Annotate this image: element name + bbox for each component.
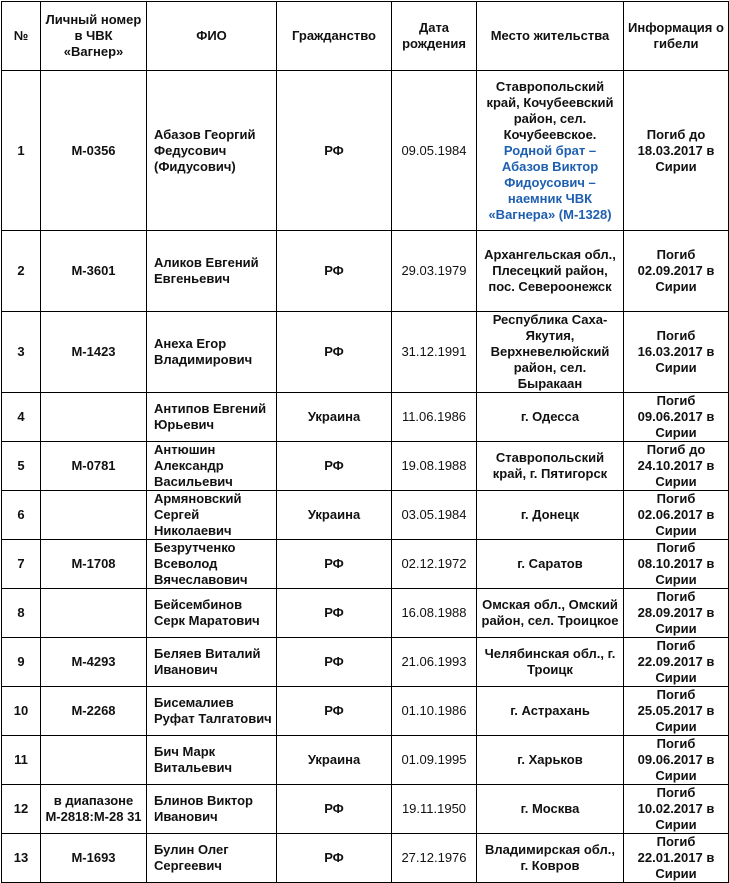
- death-info-cell: [624, 638, 729, 687]
- citizenship-text: РФ: [324, 703, 344, 718]
- citizenship-text: РФ: [324, 556, 344, 571]
- residence-text: Ставропольский край, г. Пятигорск: [492, 450, 608, 481]
- citizenship-cell: [277, 785, 392, 834]
- birth-date-cell: [392, 312, 477, 393]
- birth-date-cell: [392, 785, 477, 834]
- row-number-text: 1: [17, 142, 25, 158]
- full-name-text: Булин Олег Сергеевич: [154, 842, 229, 873]
- personal-number-cell: [41, 312, 147, 393]
- personal-number-cell: [41, 785, 147, 834]
- personal-number-text: М-3601: [71, 263, 116, 278]
- row-number-cell: [2, 736, 41, 785]
- death-info-cell: [624, 71, 729, 231]
- row-number-text: 6: [17, 507, 25, 522]
- citizenship-cell: [277, 442, 392, 491]
- row-number-cell: [2, 589, 41, 638]
- residence-text: г. Москва: [520, 801, 580, 816]
- birth-date-text: 29.03.1979: [401, 263, 467, 278]
- residence-text: г. Донецк: [520, 507, 580, 522]
- death-info-cell: [624, 491, 729, 540]
- birth-date-text: 19.08.1988: [401, 458, 467, 473]
- personal-number-text: в диапазоне М-2818:М-28 31: [45, 793, 142, 824]
- full-name-text: Аликов Евгений Евгеньевич: [154, 255, 259, 286]
- row-number-cell: [2, 71, 41, 231]
- birth-date-text: 01.09.1995: [401, 752, 467, 767]
- full-name-text: Безрутченко Всеволод Вячеславович: [154, 540, 248, 587]
- table-row: [2, 540, 729, 589]
- personal-number-cell: [41, 540, 147, 589]
- residence-cell: [477, 687, 624, 736]
- death-info-cell: [624, 834, 729, 883]
- personal-number-cell: [41, 393, 147, 442]
- death-info-text: Погиб 02.06.2017 в Сирии: [637, 491, 715, 538]
- full-name-cell: [147, 71, 277, 231]
- full-name-cell: [147, 785, 277, 834]
- death-info-text: Погиб до 24.10.2017 в Сирии: [637, 442, 715, 489]
- row-number-text: 10: [13, 703, 29, 718]
- citizenship-text: РФ: [324, 344, 344, 359]
- personal-number-text: М-2268: [71, 703, 116, 718]
- birth-date-text: 16.08.1988: [401, 605, 467, 620]
- birth-date-text: 11.06.1986: [401, 409, 467, 424]
- residence-cell: [477, 71, 624, 231]
- residence-cell: [477, 540, 624, 589]
- row-number-cell: [2, 638, 41, 687]
- birth-date-text: 09.05.1984: [401, 142, 467, 158]
- personal-number-cell: [41, 231, 147, 312]
- residence-text: г. Одесса: [520, 409, 580, 424]
- citizenship-text: Украина: [307, 409, 361, 424]
- full-name-cell: [147, 491, 277, 540]
- residence-note: Родной брат – Абазов Виктор Фидоусович – наемник ЧВК «Вагнера» (М-1328): [488, 142, 612, 222]
- personal-number-text: М-1693: [71, 850, 116, 865]
- row-number-cell: [2, 442, 41, 491]
- death-info-text: Погиб 16.03.2017 в Сирии: [637, 328, 715, 375]
- table-row: [2, 312, 729, 393]
- full-name-cell: [147, 312, 277, 393]
- residence-text: Республика Саха-Якутия, Верхневелюйский район, сел. Быракаан: [490, 312, 610, 391]
- row-number-text: 9: [17, 654, 25, 669]
- birth-date-cell: [392, 71, 477, 231]
- table-body: [2, 71, 729, 883]
- row-number-cell: [2, 491, 41, 540]
- full-name-cell: [147, 231, 277, 312]
- citizenship-cell: [277, 687, 392, 736]
- header-residence: Место жительства: [477, 2, 624, 71]
- full-name-text: Антюшин Александр Васильевич: [154, 442, 233, 489]
- personal-number-cell: [41, 687, 147, 736]
- citizenship-cell: [277, 540, 392, 589]
- table-row: [2, 785, 729, 834]
- row-number-cell: [2, 834, 41, 883]
- full-name-text: Бич Марк Витальевич: [154, 744, 232, 775]
- personal-number-text: М-0781: [71, 458, 116, 473]
- death-info-text: Погиб 08.10.2017 в Сирии: [637, 540, 715, 587]
- table-row: [2, 442, 729, 491]
- death-info-cell: [624, 736, 729, 785]
- full-name-text: Антипов Евгений Юрьевич: [154, 401, 267, 432]
- citizenship-text: РФ: [324, 801, 344, 816]
- birth-date-text: 03.05.1984: [401, 507, 467, 522]
- birth-date-cell: [392, 736, 477, 785]
- birth-date-cell: [392, 687, 477, 736]
- row-number-text: 5: [17, 458, 25, 473]
- death-info-text: Погиб 09.06.2017 в Сирии: [637, 393, 715, 440]
- citizenship-text: РФ: [324, 263, 344, 278]
- death-info-text: Погиб до 18.03.2017 в Сирии: [637, 126, 715, 174]
- birth-date-text: 19.11.1950: [401, 801, 467, 816]
- residence-cell: [477, 589, 624, 638]
- residence-text: Челябинская обл., г. Троицк: [484, 646, 616, 677]
- row-number-cell: [2, 687, 41, 736]
- row-number-cell: [2, 540, 41, 589]
- death-info-text: Погиб 25.05.2017 в Сирии: [637, 687, 715, 734]
- full-name-cell: [147, 442, 277, 491]
- header-citizenship: Гражданство: [277, 2, 392, 71]
- birth-date-text: 27.12.1976: [401, 850, 467, 865]
- full-name-text: Бейсембинов Серк Маратович: [154, 597, 260, 628]
- citizenship-text: РФ: [324, 850, 344, 865]
- row-number-cell: [2, 393, 41, 442]
- full-name-cell: [147, 638, 277, 687]
- citizenship-text: РФ: [324, 654, 344, 669]
- citizenship-text: Украина: [307, 507, 361, 522]
- residence-cell: [477, 834, 624, 883]
- birth-date-text: 01.10.1986: [401, 703, 467, 718]
- full-name-cell: [147, 834, 277, 883]
- death-info-text: Погиб 09.06.2017 в Сирии: [637, 736, 715, 783]
- full-name-text: Абазов Георгий Федусович (Фидусович): [154, 126, 256, 174]
- row-number-text: 2: [17, 263, 25, 278]
- row-number-text: 8: [17, 605, 25, 620]
- citizenship-text: Украина: [307, 752, 361, 767]
- death-info-text: Погиб 10.02.2017 в Сирии: [637, 785, 715, 832]
- full-name-text: Армяновский Сергей Николаевич: [154, 491, 242, 538]
- header-id: Личный номер в ЧВК «Вагнер»: [41, 2, 147, 71]
- table-row: [2, 834, 729, 883]
- residence-text: г. Астрахань: [510, 703, 590, 718]
- full-name-cell: [147, 736, 277, 785]
- personal-number-cell: [41, 442, 147, 491]
- birth-date-cell: [392, 638, 477, 687]
- birth-date-cell: [392, 442, 477, 491]
- row-number-text: 13: [13, 850, 29, 865]
- row-number-text: 3: [17, 344, 25, 359]
- personal-number-cell: [41, 491, 147, 540]
- full-name-text: Блинов Виктор Иванович: [154, 793, 253, 824]
- death-info-cell: [624, 687, 729, 736]
- personal-number-cell: [41, 71, 147, 231]
- death-info-cell: [624, 785, 729, 834]
- death-info-cell: [624, 442, 729, 491]
- residence-text: Ставропольский край, Кочубеевский район, сел. Кочубеевское.: [486, 78, 614, 142]
- full-name-cell: [147, 540, 277, 589]
- residence-cell: [477, 785, 624, 834]
- citizenship-cell: [277, 393, 392, 442]
- citizenship-cell: [277, 736, 392, 785]
- table-row: [2, 71, 729, 231]
- death-info-text: Погиб 28.09.2017 в Сирии: [637, 589, 715, 636]
- personal-number-text: М-0356: [71, 142, 116, 158]
- personal-number-text: М-1423: [71, 344, 116, 359]
- row-number-text: 4: [17, 409, 25, 424]
- residence-cell: [477, 638, 624, 687]
- residence-cell: [477, 442, 624, 491]
- full-name-cell: [147, 393, 277, 442]
- death-info-cell: [624, 393, 729, 442]
- table-row: [2, 638, 729, 687]
- citizenship-cell: [277, 638, 392, 687]
- birth-date-cell: [392, 834, 477, 883]
- residence-text: Владимирская обл., г. Ковров: [485, 842, 615, 873]
- personal-number-text: М-1708: [71, 556, 116, 571]
- table-row: [2, 736, 729, 785]
- personal-number-cell: [41, 589, 147, 638]
- full-name-text: Бисемалиев Руфат Талгатович: [154, 695, 272, 726]
- casualty-table: [1, 1, 729, 883]
- header-row: [2, 2, 729, 71]
- death-info-cell: [624, 589, 729, 638]
- birth-date-text: 31.12.1991: [401, 344, 467, 359]
- citizenship-cell: [277, 491, 392, 540]
- personal-number-text: М-4293: [71, 654, 116, 669]
- row-number-cell: [2, 785, 41, 834]
- residence-text: г. Саратов: [517, 556, 583, 571]
- table-row: [2, 231, 729, 312]
- death-info-text: Погиб 22.09.2017 в Сирии: [637, 638, 715, 685]
- death-info-text: Погиб 02.09.2017 в Сирии: [637, 247, 715, 294]
- death-info-text: Погиб 22.01.2017 в Сирии: [637, 834, 715, 881]
- residence-cell: [477, 393, 624, 442]
- birth-date-cell: [392, 540, 477, 589]
- citizenship-cell: [277, 312, 392, 393]
- residence-cell: [477, 491, 624, 540]
- header-death: Информация о гибели: [624, 2, 729, 71]
- full-name-text: Беляев Виталий Иванович: [154, 646, 261, 677]
- row-number-cell: [2, 231, 41, 312]
- death-info-cell: [624, 312, 729, 393]
- row-number-text: 11: [14, 752, 28, 767]
- death-info-cell: [624, 231, 729, 312]
- table-row: [2, 589, 729, 638]
- residence-cell: [477, 231, 624, 312]
- header-name: ФИО: [147, 2, 277, 71]
- personal-number-cell: [41, 834, 147, 883]
- row-number-text: 12: [13, 801, 29, 816]
- residence-text: Омская обл., Омский район, сел. Троицкое: [481, 597, 619, 628]
- header-dob: Дата рождения: [392, 2, 477, 71]
- table-row: [2, 393, 729, 442]
- residence-cell: [477, 312, 624, 393]
- citizenship-cell: [277, 231, 392, 312]
- table-row: [2, 491, 729, 540]
- full-name-cell: [147, 687, 277, 736]
- birth-date-text: 02.12.1972: [401, 556, 467, 571]
- row-number-cell: [2, 312, 41, 393]
- birth-date-cell: [392, 393, 477, 442]
- citizenship-text: РФ: [324, 142, 344, 158]
- table-row: [2, 687, 729, 736]
- citizenship-text: РФ: [324, 458, 344, 473]
- citizenship-cell: [277, 589, 392, 638]
- birth-date-cell: [392, 589, 477, 638]
- citizenship-cell: [277, 71, 392, 231]
- header-num: №: [2, 2, 41, 71]
- birth-date-cell: [392, 491, 477, 540]
- full-name-text: Анеха Егор Владимирович: [154, 336, 253, 367]
- row-number-text: 7: [17, 556, 25, 571]
- personal-number-cell: [41, 736, 147, 785]
- death-info-cell: [624, 540, 729, 589]
- personal-number-cell: [41, 638, 147, 687]
- residence-text: Архангельская обл., Плесецкий район, пос. Североонежск: [484, 247, 616, 294]
- birth-date-cell: [392, 231, 477, 312]
- residence-cell: [477, 736, 624, 785]
- citizenship-text: РФ: [324, 605, 344, 620]
- birth-date-text: 21.06.1993: [401, 654, 467, 669]
- residence-text: г. Харьков: [517, 752, 583, 767]
- full-name-cell: [147, 589, 277, 638]
- citizenship-cell: [277, 834, 392, 883]
